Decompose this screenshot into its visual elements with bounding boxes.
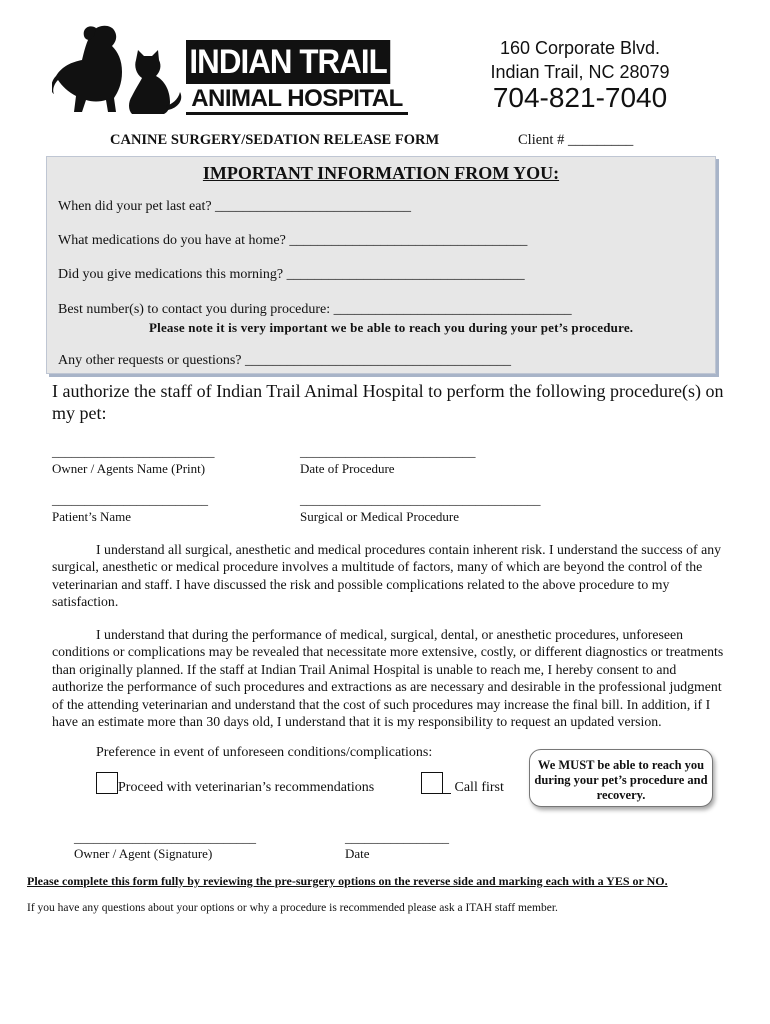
signature-label: Owner / Agent (Signature) — [74, 846, 213, 861]
form-title: CANINE SURGERY/SEDATION RELEASE FORM — [110, 132, 440, 148]
morning-medications-question[interactable]: Did you give medications this morning? __________________________________ — [58, 267, 525, 282]
address-line-2: Indian Trail, NC 28079 — [490, 62, 670, 82]
questions-note: If you have any questions about your options or why a procedure is recommended please ask a ITAH staff member. — [27, 902, 558, 914]
authorization-statement: I authorize the staff of Indian Trail Animal Hospital to perform the following procedure(s) on my pet: — [52, 381, 724, 423]
signature-date-label: Date — [345, 846, 370, 861]
proceed-label: Proceed with veterinarian’s recommendations — [118, 780, 375, 795]
proceed-checkbox[interactable] — [96, 772, 118, 794]
info-box-heading: IMPORTANT INFORMATION FROM YOU: — [202, 163, 560, 183]
owner-name-line[interactable]: _________________________ — [52, 444, 215, 459]
important-info-box — [46, 156, 716, 374]
consent-paragraph: I understand that during the performance of medical, surgical, dental, or anesthetic procedures, unforeseen conditions or complications may be revealed that necessitate more extensive, costly, or different diagnostics or treatments than originally planned. If the staff at Indian Trail Animal Hospital is unable to reach me, I hereby consent to and authorize the performance of such procedures and extractions as are necessary and desirable in the professional judgment of the attending veterinarian and understand that the cost of such procedures may increase the final bill. In addition, if I have an estimate more than 30 days old, I understand that it is my responsibility to request an updated version. — [52, 627, 724, 730]
procedure-line[interactable]: _____________________________________ — [300, 492, 541, 507]
call-first-label: Call first — [454, 780, 504, 795]
other-requests-question[interactable]: Any other requests or questions? ______________________________________ — [58, 353, 512, 368]
logo-line-2: ANIMAL HOSPITAL — [186, 86, 408, 115]
procedure-date-line[interactable]: ___________________________ — [300, 444, 476, 459]
reach-callout: We MUST be able to reach you during your pet’s procedure and recovery. — [529, 749, 713, 807]
contact-number-question[interactable]: Best number(s) to contact you during procedure: __________________________________ — [58, 302, 572, 317]
hospital-logo — [52, 22, 412, 118]
procedure-date-label: Date of Procedure — [300, 461, 395, 476]
signature-date-line[interactable]: ________________ — [345, 830, 449, 845]
phone-number: 704-821-7040 — [492, 82, 668, 113]
dog-and-cat-silhouette-icon — [52, 22, 186, 118]
patient-name-label: Patient’s Name — [52, 509, 132, 524]
call-first-checkbox[interactable] — [421, 772, 443, 794]
risk-paragraph: I understand all surgical, anesthetic and medical procedures contain inherent risk. I understand the success of any surgical, anesthetic or medical procedure involves a multitude of factors, many of which are beyond the control of the veterinarian and staff. I have discussed the risk and possible complications related to the above procedure to my satisfaction. — [52, 542, 721, 610]
signature-line[interactable]: ____________________________ — [74, 830, 256, 845]
option-proceed[interactable] — [96, 772, 374, 796]
patient-name-line[interactable]: ________________________ — [52, 492, 208, 507]
home-medications-question[interactable]: What medications do you have at home? __________________________________ — [58, 233, 528, 248]
address-line-1: 160 Corporate Blvd. — [499, 38, 661, 58]
owner-name-label: Owner / Agents Name (Print) — [52, 461, 206, 476]
client-number-field[interactable]: Client # _________ — [518, 132, 634, 148]
reach-note: Please note it is very important we be able to reach you during your pet’s procedure. — [149, 320, 634, 335]
complete-form-instruction: Please complete this form fully by reviewing the pre-surgery options on the reverse side and marking each with a YES or NO. — [27, 874, 668, 888]
logo-line-1: INDIAN TRAIL — [186, 40, 390, 84]
preference-label: Preference in event of unforeseen conditions/complications: — [96, 745, 433, 760]
option-call-first[interactable] — [421, 772, 504, 796]
procedure-label: Surgical or Medical Procedure — [300, 509, 459, 524]
last-eat-question[interactable]: When did your pet last eat? ____________________________ — [58, 199, 412, 214]
